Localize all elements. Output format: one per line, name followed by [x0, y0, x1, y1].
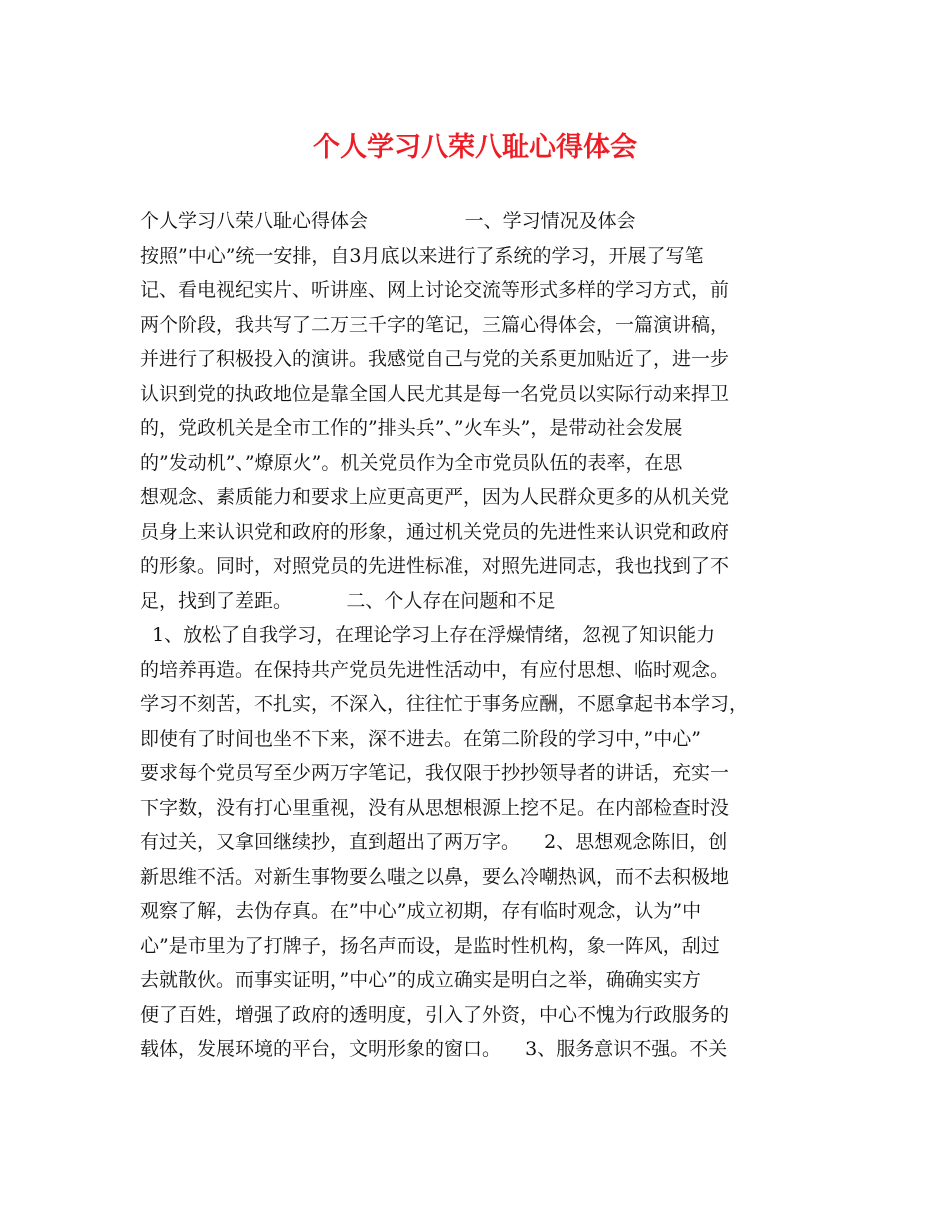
body-line: 足，找到了差距。 二、个人存在问题和不足 [140, 589, 556, 612]
body-line: 载体，发展环境的平台，文明形象的窗口。 3、服务意识不强。不关 [140, 1038, 728, 1060]
document-body [140, 204, 820, 1067]
body-line: 记、看电视纪实片、听讲座、网上讨论交流等形式多样的学习方式，前 [140, 279, 730, 301]
body-line: 新思维不活。对新生事物要么嗤之以鼻，要么冷嘲热讽，而不去积极地 [140, 865, 730, 888]
body-line: 要求每个党员写至少两万字笔记，我仅限于抄抄领导者的讲话，充实一 [140, 762, 730, 784]
body-line: 即使有了时间也坐不下来，深不进去。在第二阶段的学习中，”中心” [140, 727, 701, 750]
body-line: 认识到党的执政地位是靠全国人民尤其是每一名党员以实际行动来捍卫 [140, 382, 730, 405]
body-line: 的培养再造。在保持共产党员先进性活动中，有应付思想、临时观念。 [140, 658, 730, 681]
body-line: 心”是市里为了打牌子，扬名声而设，是监时性机构，象一阵风，刮过 [140, 934, 720, 957]
body-line: 有过关，又拿回继续抄，直到超出了两万字。 2、思想观念陈旧，创 [140, 831, 728, 853]
body-line: 观察了解，去伪存真。在”中心”成立初期，存有临时观念，认为”中 [140, 900, 702, 922]
body-line: 下字数，没有打心里重视，没有从思想根源上挖不足。在内部检查时没 [140, 796, 730, 819]
body-line: 1、放松了自我学习，在理论学习上存在浮燥情绪，忽视了知识能力 [140, 624, 716, 646]
body-line: 员身上来认识党和政府的形象，通过机关党员的先进性来认识党和政府 [140, 520, 730, 543]
body-line: 学习不刻苦，不扎实，不深入，往往忙于事务应酬，不愿拿起书本学习， [140, 693, 749, 715]
body-line: 的”发动机”、”燎原火”。机关党员作为全市党员队伍的表率，在思 [140, 451, 683, 474]
body-line: 想观念、素质能力和要求上应更高更严，因为人民群众更多的从机关党 [140, 486, 730, 508]
body-line: 去就散伙。而事实证明，”中心”的成立确实是明白之举，确确实实方 [140, 969, 701, 991]
body-line: 的，党政机关是全市工作的”排头兵”、”火车头”，是带动社会发展 [140, 417, 683, 439]
body-line: 便了百姓，增强了政府的透明度，引入了外资，中心不愧为行政服务的 [140, 1003, 730, 1026]
body-line: 个人学习八荣八耻心得体会 一、学习情况及体会 [140, 210, 636, 232]
body-line: 两个阶段，我共写了二万三千字的笔记，三篇心得体会，一篇演讲稿， [140, 313, 730, 336]
body-line: 按照”中心”统一安排，自3月底以来进行了系统的学习，开展了写笔 [140, 244, 704, 267]
body-line: 并进行了积极投入的演讲。我感觉自己与党的关系更加贴近了，进一步 [140, 348, 730, 370]
document-title: 个人学习八荣八耻心得体会 [313, 132, 637, 163]
body-line: 的形象。同时，对照党员的先进性标准，对照先进同志，我也找到了不 [140, 555, 730, 577]
